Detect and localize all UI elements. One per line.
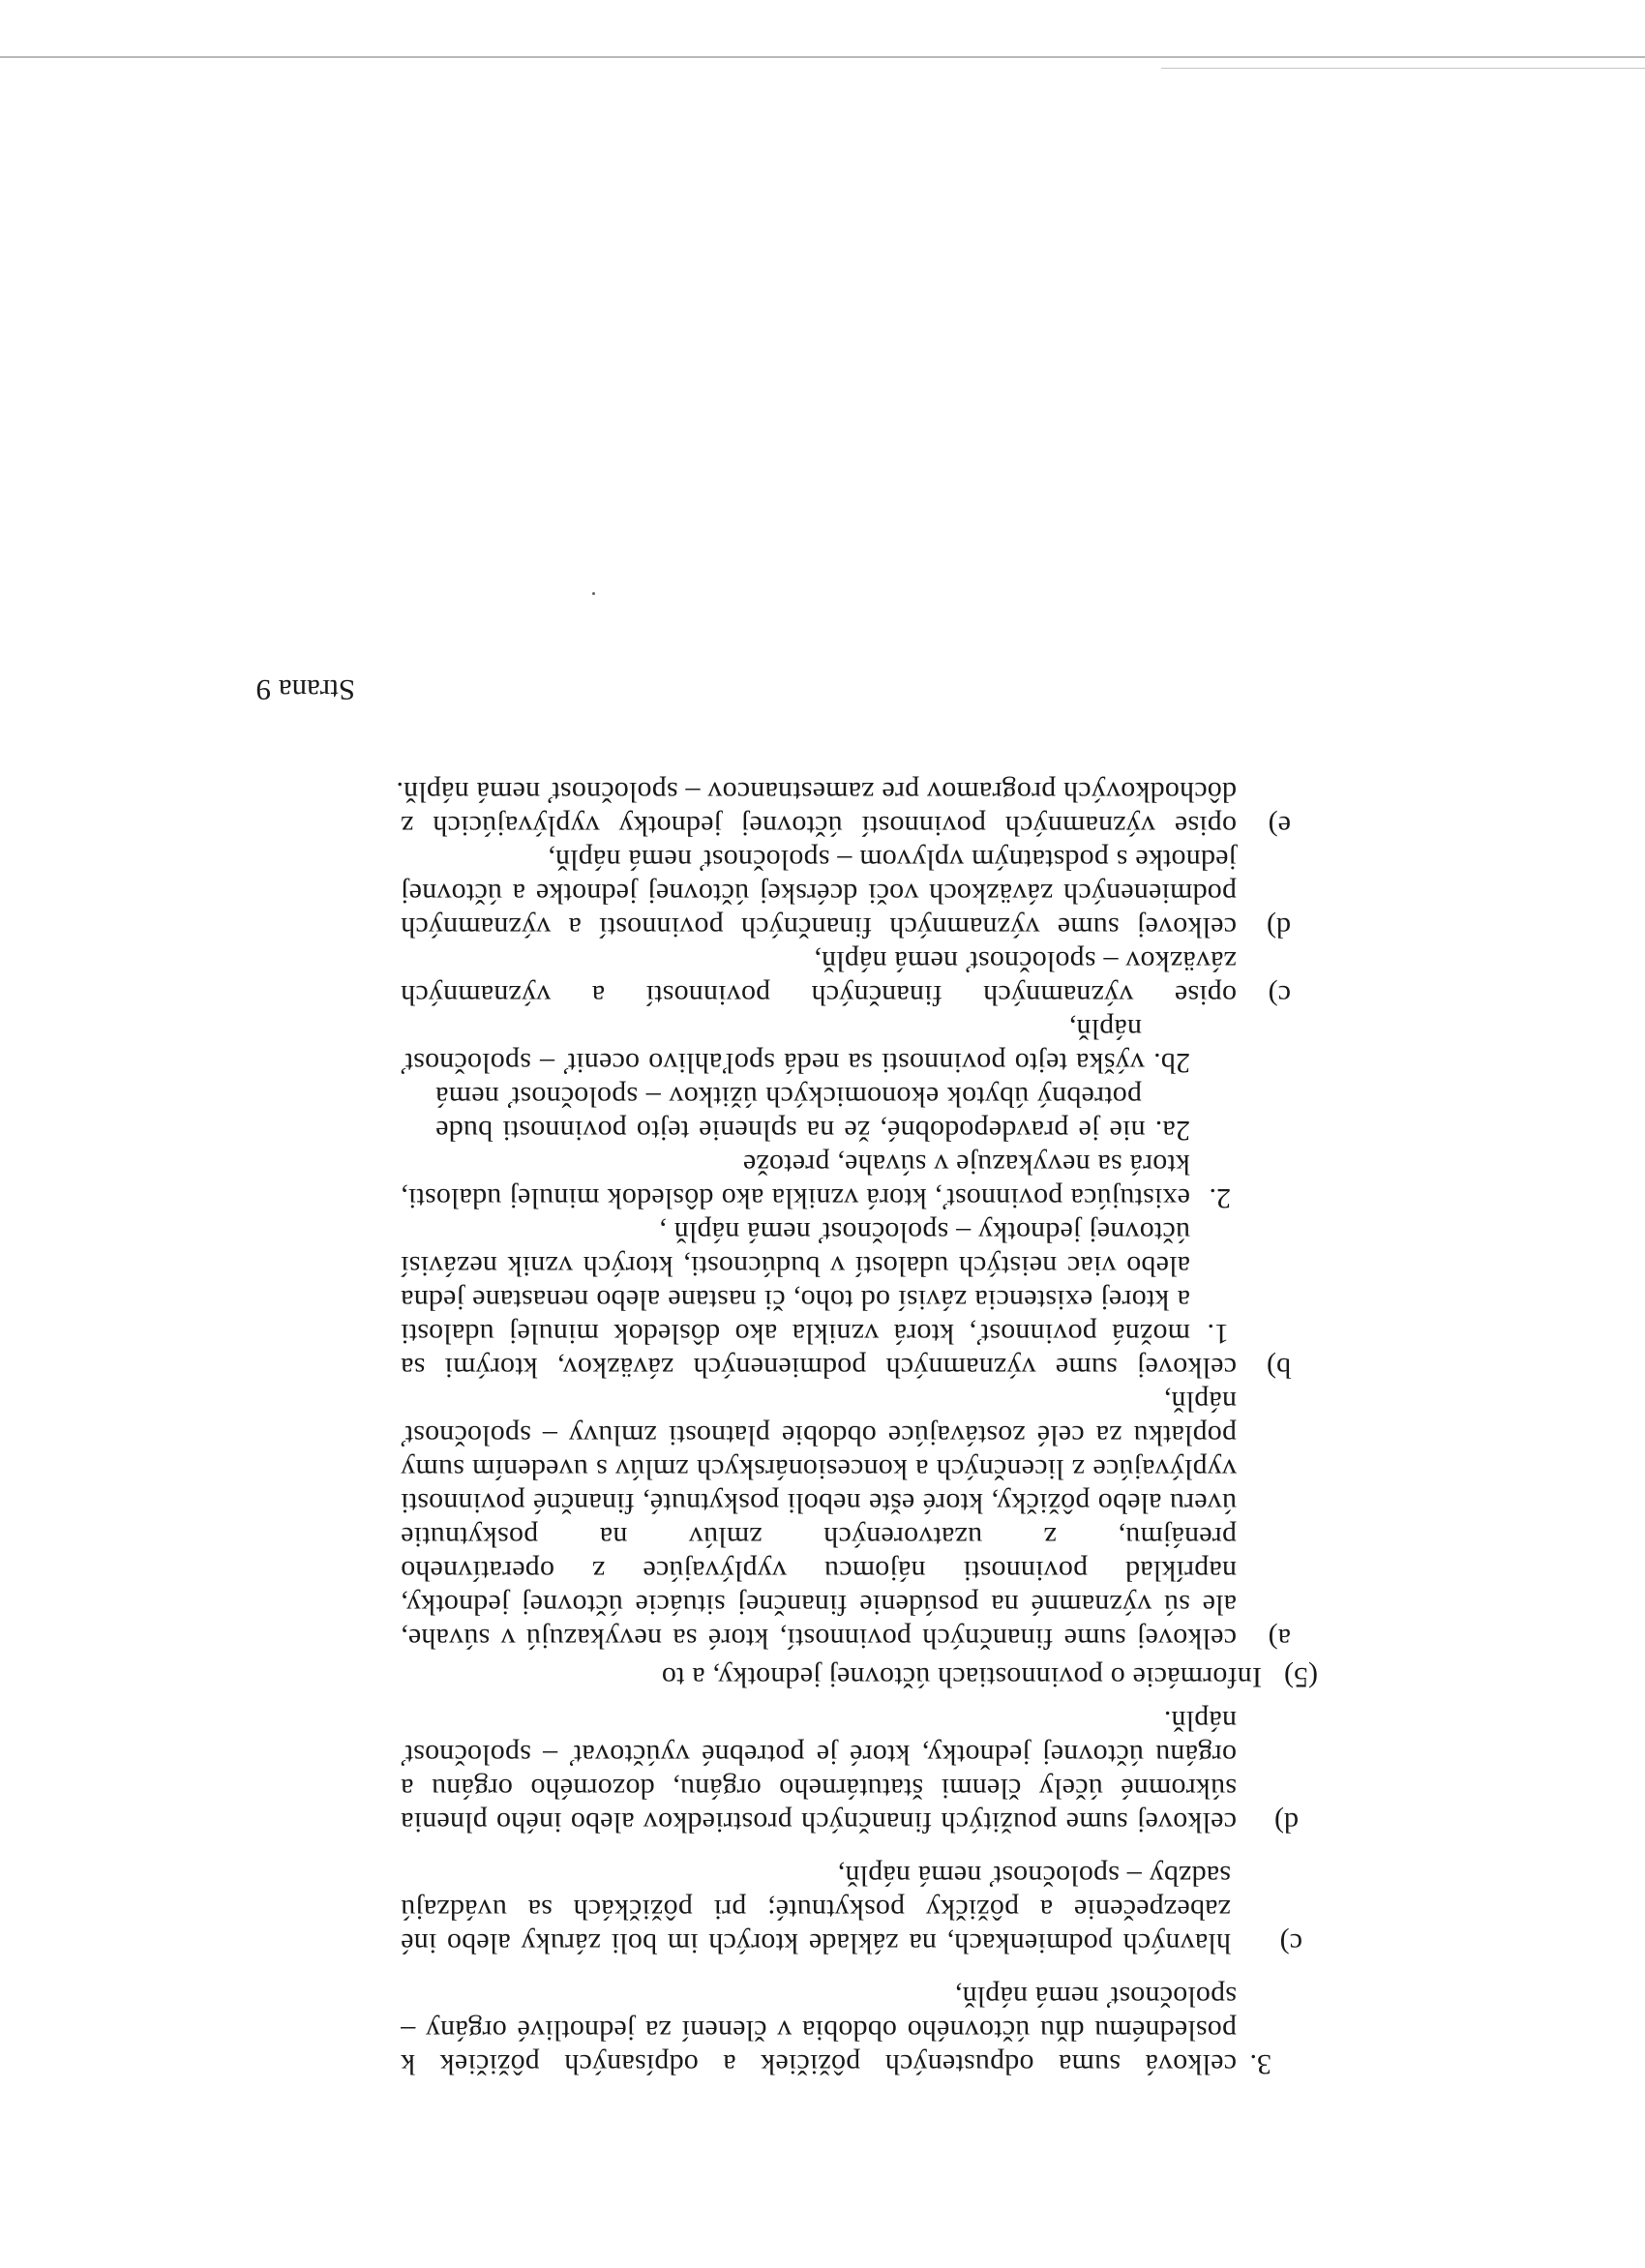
item-b1-line: a ktorej existencia závisí od toho, či nastane alebo nenastane jedna [401, 1284, 1190, 1316]
item-d-line: súkromné účely členmi štatutárneho orgánu, dozorného orgánu a [401, 1773, 1237, 1805]
item-d-marker: d) [1274, 1806, 1299, 1838]
item-c-line: sadzby – spoločnosť nemá náplň, [837, 1860, 1231, 1892]
item-e-marker: e) [1268, 810, 1291, 842]
item-d2-marker: d) [1267, 911, 1291, 943]
item-c2-marker: c) [1268, 979, 1291, 1011]
item-b1-line: účtovnej jednotky – spoločnosť nemá náplň , [659, 1216, 1190, 1248]
item-d-line: náplň. [1163, 1705, 1237, 1737]
item-a-line: ale sú významné na posúdenie finančnej situácie účtovnej jednotky, [401, 1589, 1237, 1621]
item-b1-line: možná povinnosť, ktorá vznikla ako dôsledok minulej udalosti [401, 1318, 1190, 1350]
item-3-marker: 3. [1249, 2048, 1271, 2080]
item-b2a-line: 2a. nie je pravdepodobné, že na splnenie tejto povinnosti bude [435, 1115, 1190, 1147]
page-number: Strana 9 [255, 673, 355, 707]
item-d-line: orgánu účtovnej jednotky, ktoré je potrebné vyúčtovať – spoločnosť [401, 1739, 1237, 1771]
item-c-line: zabezpečenie a pôžičky poskytnuté; pri pôžičkách sa uvádzajú [401, 1894, 1231, 1925]
item-c2-line: záväzkov – spoločnosť nemá náplň, [814, 945, 1237, 977]
item-a-line: vyplývajúce z licenčných a koncesionárskych zmlúv s uvedením sumy [401, 1453, 1237, 1485]
item-b-marker: b) [1267, 1352, 1291, 1384]
item-b1-marker: 1. [1207, 1318, 1229, 1350]
item-e-line: opise významných povinností účtovnej jednotky vyplývajúcich z [401, 810, 1237, 842]
item-b2-marker: 2. [1209, 1182, 1231, 1214]
item-a-line: celkovej sume finančných povinností, ktoré sa nevykazujú v súvahe, [401, 1623, 1237, 1655]
item-d-line: celkovej sume použitých finančných prostriedkov alebo iného plnenia [401, 1806, 1237, 1838]
item-b2b-line: náplň, [1068, 1013, 1142, 1045]
item-3-line: poslednému dňu účtovného obdobia v členení za jednotlivé orgány – [401, 2014, 1237, 2046]
item-a-line: napríklad povinnosti nájomcu vyplývajúce z operatívneho [401, 1555, 1237, 1587]
item-b1-line: alebo viac neistých udalostí v budúcnosti, ktorých vznik nezávisí [401, 1250, 1190, 1282]
section-5-intro: Informácie o povinnostiach účtovnej jednotky, a to [661, 1661, 1262, 1693]
item-3-line: spoločnosť nemá náplň, [954, 1981, 1237, 2013]
item-c2-line: opise významných finančných povinností a významných [401, 979, 1237, 1011]
item-b2a-line: potrebný úbytok ekonomických úžitkov – spoločnosť nemá [435, 1081, 1142, 1113]
item-a-marker: a) [1268, 1623, 1291, 1655]
item-b2-line: ktorá sa nevykazuje v súvahe, pretože [742, 1149, 1190, 1180]
item-e-line: dôchodkových programov pre zamestnancov – spoločnosť nemá náplň. [396, 776, 1237, 808]
item-a-line: prenájmu, z uzatvorených zmlúv na poskytnutie [401, 1521, 1237, 1553]
item-a-line: úveru alebo pôžičky, ktoré ešte neboli poskytnuté, finančné povinnosti [401, 1487, 1237, 1519]
item-b-line: celkovej sume významných podmienených záväzkov, ktorými sa [401, 1352, 1237, 1384]
item-c-line: hlavných podmienkach, na základe ktorých im boli záruky alebo iné [401, 1927, 1231, 1959]
item-d2-line: celkovej sume významných finančných povinností a významných [401, 911, 1237, 943]
section-5-marker: (5) [1284, 1661, 1318, 1693]
item-b2b-line: 2b. výška tejto povinnosti sa nedá spoľahlivo oceniť – spoločnosť [401, 1047, 1190, 1079]
item-b2-line: existujúca povinnosť, ktorá vznikla ako dôsledok minulej udalosti, [401, 1182, 1190, 1214]
item-d2-line: podmienených záväzkoch voči dcérskej účtovnej jednotke a účtovnej [401, 878, 1237, 910]
item-a-line: náplň, [1163, 1386, 1237, 1418]
item-c-marker: c) [1279, 1927, 1302, 1959]
item-3-line: celková suma odpustených pôžičiek a odpísaných pôžičiek k [401, 2048, 1237, 2080]
item-a-line: poplatku za celé zostávajúce obdobie platnosti zmluvy – spoločnosť [401, 1419, 1237, 1451]
item-d2-line: jednotke s podstatným vplyvom – spoločnosť nemá náplň, [548, 844, 1237, 876]
